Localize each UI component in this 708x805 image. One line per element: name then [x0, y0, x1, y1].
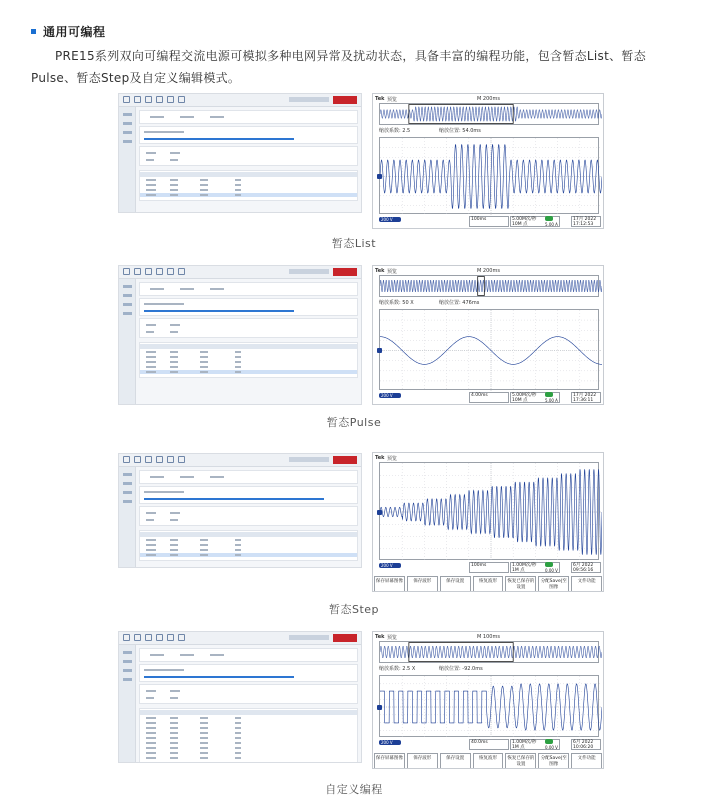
softkey-4[interactable]: 恢复已保存的设置 [505, 576, 536, 592]
softkey-3[interactable]: 恢复波形 [473, 753, 504, 769]
toolbar-icon [145, 634, 152, 641]
softkey-1[interactable]: 保存波形 [407, 753, 438, 769]
progress-bar [144, 310, 294, 312]
table-row [140, 741, 357, 745]
sidebar-item [123, 113, 132, 116]
scope-overview [379, 103, 599, 125]
date-time: 17月 2022 17:36:11 [571, 392, 601, 403]
program-table [139, 530, 358, 561]
scope-status-bar [379, 561, 599, 574]
channel-1-marker [377, 510, 382, 515]
scope-timebase: M 200ms [477, 96, 500, 102]
table-row [140, 731, 357, 735]
softkey-3[interactable]: 恢复波形 [473, 576, 504, 592]
date-time: 6月 2022 09:56:16 [571, 562, 601, 573]
softkey-2[interactable]: 保存设置 [440, 576, 471, 592]
scope-brand: Tek [375, 455, 385, 461]
app-main [139, 470, 358, 564]
oscilloscope-capture [372, 265, 604, 405]
scope-plot [379, 675, 599, 737]
toolbar-icon [178, 96, 185, 103]
time-position: 40.0ms [469, 739, 509, 750]
section-title: 通用可编程 [43, 24, 106, 39]
sidebar-item [123, 285, 132, 288]
progress-panel [139, 298, 358, 316]
tab-bar [139, 282, 358, 296]
sample-info: 1.00M次/秒 1M 点 [510, 739, 560, 750]
toolbar-icon [123, 456, 130, 463]
softkey-5[interactable]: 分配Save|至图像 [538, 753, 569, 769]
app-main [139, 648, 358, 759]
toolbar-icon [123, 634, 130, 641]
oscilloscope-capture [372, 452, 604, 592]
softkey-2[interactable]: 保存设置 [440, 753, 471, 769]
scope-overview [379, 641, 599, 663]
table-row [140, 548, 357, 552]
toolbar-icon [145, 456, 152, 463]
app-sidebar [119, 279, 136, 404]
toolbar-icon [167, 634, 174, 641]
app-sidebar [119, 467, 136, 567]
section-header [31, 23, 106, 39]
toolbar-icon [134, 456, 141, 463]
toolbar-icon [145, 268, 152, 275]
scope-plot [379, 462, 599, 560]
app-sidebar [119, 645, 136, 762]
scope-brand: Tek [375, 96, 385, 102]
channel-1-marker [377, 348, 382, 353]
brand-logo [333, 634, 357, 642]
trigger-icon [545, 392, 553, 397]
softkey-5[interactable]: 分配Save|至图像 [538, 576, 569, 592]
trigger-level: 0.00 V [545, 745, 558, 750]
toolbar-icon [145, 96, 152, 103]
table-row [140, 178, 357, 182]
sidebar-item [123, 131, 132, 134]
toolbar-icon [123, 96, 130, 103]
trigger-icon [545, 739, 553, 744]
channel-1-scale: 200 V [379, 393, 401, 398]
toolbar-icon [167, 96, 174, 103]
settings-panel [139, 146, 358, 166]
scope-softkeys [373, 753, 603, 769]
scope-brand: Tek [375, 268, 385, 274]
zoom-position: 缩放位置: 54.0ms [439, 128, 481, 134]
software-screenshot [118, 93, 362, 213]
table-row [140, 183, 357, 187]
zoom-factor: 缩放系数: 50 X [379, 300, 414, 306]
scope-mode: 预览 [387, 269, 398, 275]
program-table [139, 170, 358, 201]
settings-panel [139, 684, 358, 704]
progress-panel [139, 126, 358, 144]
sidebar-item [123, 482, 132, 485]
toolbar-icon [156, 96, 163, 103]
table-row [140, 193, 357, 197]
intro-paragraph: PRE15系列双向可编程交流电源可模拟多种电网异常及扰动状态，具备丰富的编程功能，包含暂态List、暂态Pulse、暂态Step及自定义编辑模式。 [31, 49, 647, 85]
channel-1-scale: 200 V [379, 740, 401, 745]
scope-overview [379, 275, 599, 297]
app-toolbar [119, 94, 361, 107]
toolbar-icon [134, 96, 141, 103]
sidebar-item [123, 669, 132, 672]
table-row [140, 355, 357, 359]
zoom-info [379, 665, 599, 673]
zoom-info [379, 299, 599, 307]
app-main [139, 110, 358, 209]
sidebar-item [123, 122, 132, 125]
zoom-position: 缩放位置: 476ms [439, 300, 480, 306]
scope-mode: 预览 [387, 635, 398, 641]
sidebar-item [123, 294, 132, 297]
table-row [140, 553, 357, 557]
table-row [140, 350, 357, 354]
time-position: 100ms [469, 562, 509, 573]
bullet-square-icon [31, 29, 36, 34]
app-main [139, 282, 358, 401]
scope-status-bar [379, 215, 599, 228]
brand-logo [333, 96, 357, 104]
sidebar-item [123, 660, 132, 663]
progress-panel [139, 664, 358, 682]
sidebar-item [123, 312, 132, 315]
zoom-position: 缩放位置: -92.0ms [439, 666, 483, 672]
channel-1-marker [377, 705, 382, 710]
software-screenshot [118, 265, 362, 405]
oscilloscope-capture [372, 631, 604, 769]
scope-mode: 预览 [387, 97, 398, 103]
sample-info: 1.00M次/秒 1M 点 [510, 562, 560, 573]
progress-bar [144, 676, 294, 678]
time-position: 100ms [469, 216, 509, 227]
toolbar-icon [156, 268, 163, 275]
table-row [140, 543, 357, 547]
scope-status-bar [379, 391, 599, 404]
softkey-4[interactable]: 恢复已保存的设置 [505, 753, 536, 769]
settings-panel [139, 318, 358, 338]
softkey-6[interactable]: 文件功能 [571, 576, 602, 592]
zoom-factor: 缩放系数: 2.5 X [379, 666, 416, 672]
channel-1-marker [377, 174, 382, 179]
table-row [140, 538, 357, 542]
scope-plot [379, 137, 599, 214]
scope-timebase: M 100ms [477, 634, 500, 640]
sidebar-item [123, 500, 132, 503]
program-table [139, 708, 358, 763]
app-toolbar [119, 454, 361, 467]
trigger-level: 5.00 A [545, 222, 558, 227]
scope-timebase: M 200ms [477, 268, 500, 274]
table-row [140, 370, 357, 374]
softkey-0[interactable]: 保存屏幕图像 [374, 753, 405, 769]
toolbar-icon [167, 268, 174, 275]
table-row [140, 736, 357, 740]
software-screenshot [118, 453, 362, 568]
sample-info: 5.00M次/秒 10M 点 [510, 216, 560, 227]
scope-mode: 预览 [387, 456, 398, 462]
sidebar-item [123, 678, 132, 681]
tab-bar [139, 110, 358, 124]
table-row [140, 756, 357, 760]
scope-plot [379, 309, 599, 390]
channel-1-scale: 200 V [379, 217, 401, 222]
softkey-6[interactable]: 文件功能 [571, 753, 602, 769]
time-position: 4.00ms [469, 392, 509, 403]
toolbar-icon [134, 634, 141, 641]
oscilloscope-capture [372, 93, 604, 229]
toolbar-icon [123, 268, 130, 275]
softkey-0[interactable]: 保存屏幕图像 [374, 576, 405, 592]
sidebar-item [123, 651, 132, 654]
table-row [140, 716, 357, 720]
toolbar-icon [178, 456, 185, 463]
toolbar-icon [156, 634, 163, 641]
sidebar-item [123, 140, 132, 143]
date-time: 6月 2022 10:06:20 [571, 739, 601, 750]
sample-info: 5.00M次/秒 10M 点 [510, 392, 560, 403]
toolbar-icon [156, 456, 163, 463]
table-row [140, 726, 357, 730]
program-table [139, 342, 358, 378]
table-row [140, 746, 357, 750]
softkey-1[interactable]: 保存波形 [407, 576, 438, 592]
toolbar-icon [178, 268, 185, 275]
software-screenshot [118, 631, 362, 763]
brand-logo [333, 456, 357, 464]
zoom-factor: 缩放系数: 2.5 [379, 128, 411, 134]
progress-panel [139, 486, 358, 504]
figure-caption: 暂态Pulse [326, 416, 382, 429]
toolbar-icon [167, 456, 174, 463]
sidebar-item [123, 473, 132, 476]
sidebar-item [123, 491, 132, 494]
figure-caption: 暂态Step [328, 603, 380, 616]
table-row [140, 721, 357, 725]
progress-bar [144, 138, 294, 140]
table-row [140, 360, 357, 364]
channel-1-scale: 200 V [379, 563, 401, 568]
zoom-info [379, 127, 599, 135]
table-row [140, 751, 357, 755]
table-row [140, 365, 357, 369]
trigger-level: 5.00 A [545, 398, 558, 403]
toolbar-icon [134, 268, 141, 275]
trigger-icon [545, 216, 553, 221]
scope-softkeys [373, 576, 603, 592]
progress-bar [144, 498, 324, 500]
tab-bar [139, 470, 358, 484]
date-time: 17月 2022 17:12:53 [571, 216, 601, 227]
tab-bar [139, 648, 358, 662]
app-toolbar [119, 266, 361, 279]
trigger-icon [545, 562, 553, 567]
scope-brand: Tek [375, 634, 385, 640]
toolbar-icon [178, 634, 185, 641]
app-sidebar [119, 107, 136, 212]
trigger-level: 0.00 V [545, 568, 558, 573]
brand-logo [333, 268, 357, 276]
figure-caption: 暂态List [331, 237, 377, 250]
table-row [140, 761, 357, 763]
app-toolbar [119, 632, 361, 645]
figure-caption: 自定义编程 [325, 783, 383, 796]
settings-panel [139, 506, 358, 526]
table-row [140, 188, 357, 192]
sidebar-item [123, 303, 132, 306]
scope-status-bar [379, 738, 599, 751]
